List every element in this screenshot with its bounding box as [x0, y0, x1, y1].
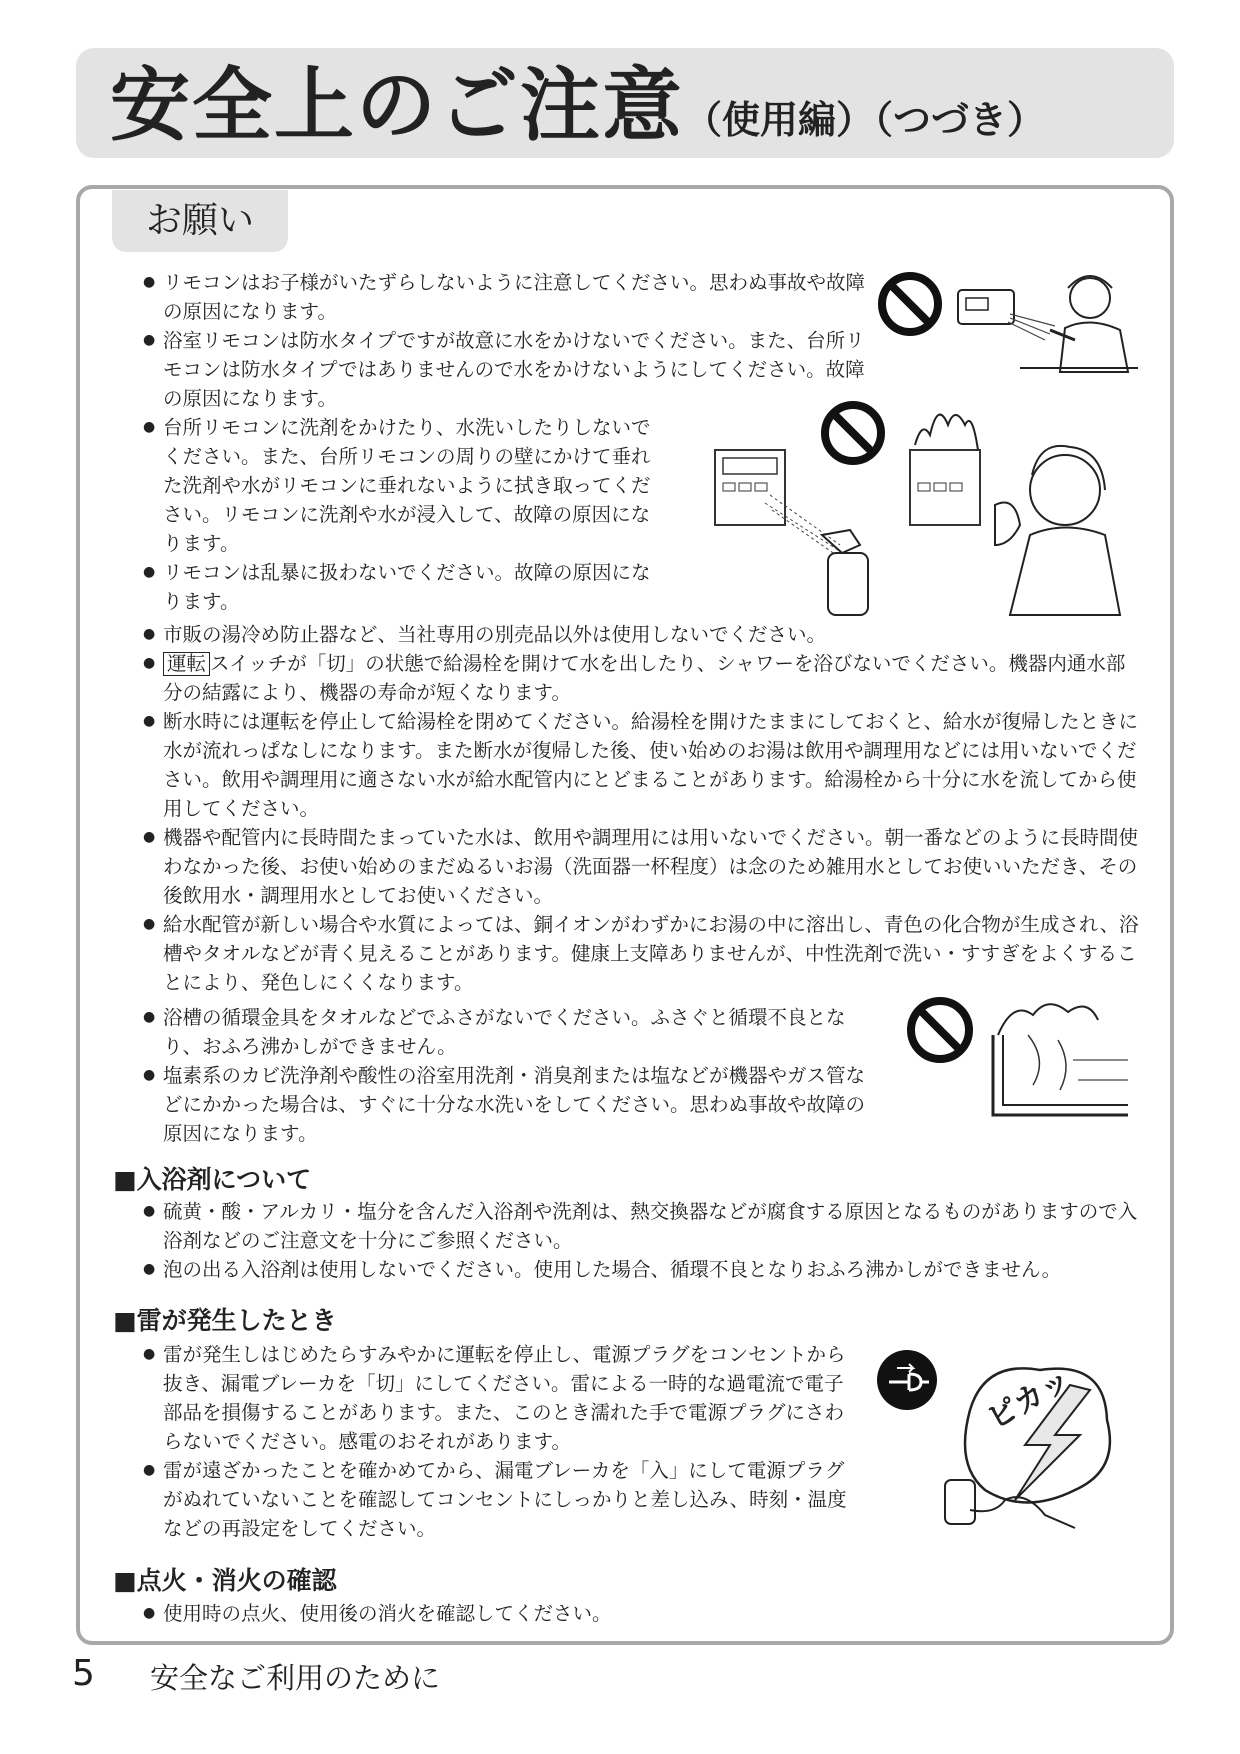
prohibition-icon: [911, 1001, 969, 1059]
notice-group-4: [143, 1003, 883, 1148]
page-title: [110, 58, 1045, 168]
list-item: ● 使用時の点火、使用後の消火を確認してください。: [143, 1599, 1143, 1628]
list-item: ● 硫黄・酸・アルカリ・塩分を含んだ入浴剤や洗剤は、熱交換器などが腐食する原因となるものがありますので入浴剤などのご注意文を十分にご参照ください。: [143, 1197, 1143, 1255]
section-tab: [112, 190, 288, 252]
section-heading-thunder: ■雷が発生したとき: [113, 1306, 337, 1335]
list-item: ● 泡の出る入浴剤は使用しないでください。使用した場合、循環不良となりおふろ沸かしができません。: [143, 1255, 1143, 1284]
list-item: ● リモコンはお子様がいたずらしないように注意してください。思わぬ事故や故障の原因になります。: [143, 268, 883, 326]
title-main-text: 安全上のご注意: [110, 59, 684, 152]
child-playing-remote-illustration: [870, 268, 1140, 378]
list-item: ● 断水時には運転を停止して給湯栓を閉めてください。給湯栓を開けたままにしておくと、給水が復帰したときに水が流れっぱなしになります。また断水が復帰した後、使い始めのお湯は飲用や調理用などには用いないでください。飲用や調理用に適さない水が給水配管内にとどまることがあります。給湯栓から十分に水を流してから使用してください。: [143, 707, 1143, 823]
list-item: ● 浴室リモコンは防水タイプですが故意に水をかけないでください。また、台所リモコンは防水タイプではありませんので水をかけないようにしてください。故障の原因になります。: [143, 326, 883, 413]
tab-label: お願い: [145, 200, 254, 241]
list-item: ● 台所リモコンに洗剤をかけたり、水洗いしたりしないでください。また、台所リモコンの周りの壁にかけて垂れた洗剤や水がリモコンに垂れないように拭き取ってください。リモコンに洗剤や水が浸入して、故障の原因になります。: [143, 413, 653, 558]
list-item: ● 給水配管が新しい場合や水質によっては、銅イオンがわずかにお湯の中に溶出し、青色の化合物が生成され、浴槽やタオルなどが青く見えることがあります。健康上支障ありませんが、中性洗剤で洗い・すすぎをよくすることにより、発色しにくくなります。: [143, 910, 1143, 997]
list-item: ● 機器や配管内に長時間たまっていた水は、飲用や調理用には用いないでください。朝一番などのように長時間使わなかった後、お使い始めのまだぬるいお湯（洗面器一杯程度）は念のため雑用水としてお使いいただき、その後飲用水・調理用水としてお使いください。: [143, 823, 1143, 910]
detergent-spray-illustration: [710, 395, 1140, 620]
list-item: ● 雷が遠ざかったことを確かめてから、漏電ブレーカを「入」にして電源プラグがぬれていないことを確認してコンセントにしっかりと差し込み、時刻・温度などの再設定をしてください。: [143, 1456, 863, 1543]
section-thunder: [143, 1340, 863, 1543]
lightning-text: ピカッ: [981, 1361, 1077, 1437]
notice-group-3: [143, 620, 1143, 997]
notice-group-1: [143, 268, 883, 413]
list-item: ● 市販の湯冷め防止器など、当社専用の別売品以外は使用しないでください。: [143, 620, 1143, 649]
list-item: [143, 649, 1143, 707]
list-item: ● 塩素系のカビ洗浄剤や酸性の浴室用洗剤・消臭剤または塩などが機器やガス管などにかかった場合は、すぐに十分な水洗いをしてください。思わぬ事故や故障の原因になります。: [143, 1061, 883, 1148]
list-item-text: スイッチが「切」の状態で給湯栓を開けて水を出したり、シャワーを浴びないでください。機器内通水部分の結露により、機器の寿命が短くなります。: [163, 652, 1126, 704]
prohibition-icon: [882, 276, 938, 332]
section-ignition: [143, 1599, 1143, 1628]
bathtub-towel-illustration: [898, 990, 1138, 1125]
footer-text: 安全なご利用のために: [150, 1661, 441, 1695]
page-number: 5: [72, 1653, 95, 1694]
list-item: ● リモコンは乱暴に扱わないでください。故障の原因になります。: [143, 558, 653, 616]
lightning-unplug-illustration: [875, 1340, 1135, 1530]
list-item: ● 雷が発生しはじめたらすみやかに運転を停止し、電源プラグをコンセントから抜き、漏電ブレーカを「切」にしてください。雷による一時的な過電流で電子部品を損傷することがあります。また、このとき濡れた手で電源プラグにさわらないでください。感電のおそれがあります。: [143, 1340, 863, 1456]
title-subtitle: （使用編）（つづき）: [684, 98, 1046, 142]
unplug-icon: [877, 1350, 937, 1410]
section-bath-additive: [143, 1197, 1143, 1284]
operation-key-label: 運転: [163, 652, 210, 676]
section-heading-ignition: ■点火・消火の確認: [113, 1566, 337, 1595]
prohibition-icon: [825, 405, 881, 461]
notice-group-2: [143, 413, 653, 616]
list-item: ● 浴槽の循環金具をタオルなどでふさがないでください。ふさぐと循環不良となり、おふろ沸かしができません。: [143, 1003, 883, 1061]
section-heading-bath-additive: ■入浴剤について: [113, 1165, 312, 1194]
